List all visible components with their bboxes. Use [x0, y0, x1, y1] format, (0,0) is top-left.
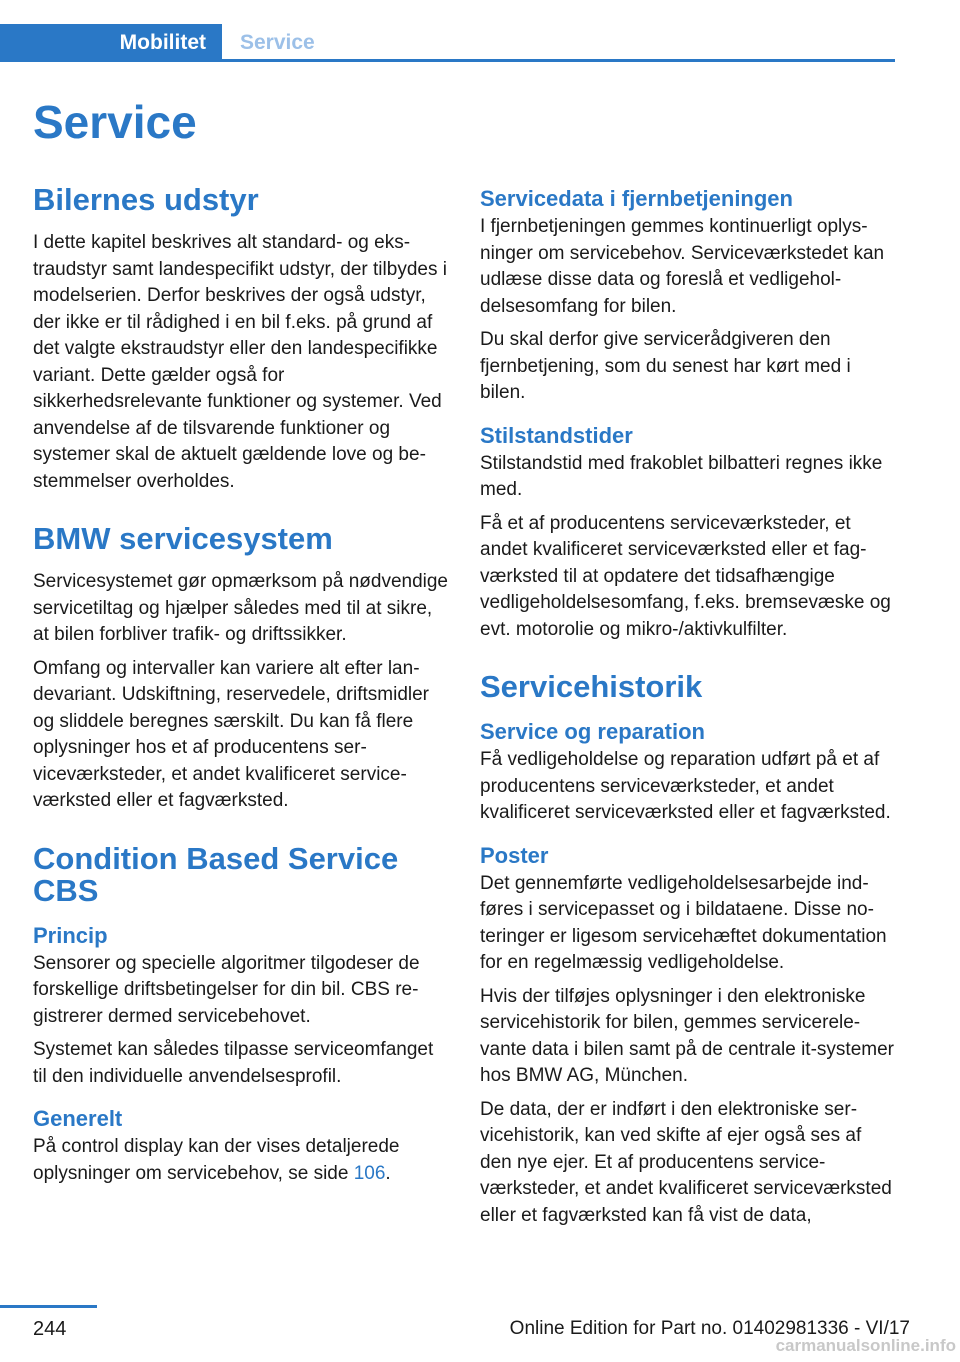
heading-bmw-servicesystem: BMW servicesystem	[33, 521, 333, 556]
page-number: 244	[33, 1318, 67, 1340]
heading-service-og-reparation: Service og reparation	[480, 719, 705, 744]
page-title: Service	[33, 96, 197, 148]
heading-stilstandstider: Stilstandstider	[480, 422, 633, 448]
paragraph-servicedata-1: I fjernbetjeningen gemmes kontinuerligt oplysninger om servicebehov. Serviceværkstedet kan udlæse disse data og foreslå et vedligeholdelsesomfang for bilen.	[480, 216, 885, 317]
paragraph-princip-1: Sensorer og specielle algoritmer tilgodeser de forskellige driftsbetingelser for din bil. CBS registrerer dermed servicebehovet.	[33, 952, 420, 1027]
paragraph-bilernes-udstyr: I dette kapitel beskrives alt standard- og ekstraudstyr samt landespecifikt udstyr, der tilbydes i modelserien. Derfor beskrives der også udstyr, der ikke er til rådighed i en bil f.eks. på grund af det valgte ekstraudstyr eller den landespecifikke variant. Dette gælder også for sikkerhedsrelevante funktioner og systemer. Ved anvendelse af de tilsvarende funktioner og systemer skal de aktuelt gældende love og bestemmelser overholdes.	[33, 232, 447, 492]
paragraph-poster-1: Det gennemførte vedligeholdelsesarbejde indføres i servicepasset og i bildataene. Disse noteringer er ligesom servicehæftet dokumentation for en regelmæssig vedligeholdelse.	[480, 872, 887, 973]
footer-divider	[0, 1305, 97, 1308]
generelt-text: På control display kan der vises detaljerede oplysninger om servicebehov, se side	[33, 1136, 400, 1184]
paragraph-stilstandstider-1: Stilstandstid med frakoblet bilbatteri regnes ikke med.	[480, 452, 883, 500]
heading-poster: Poster	[480, 842, 549, 868]
paragraph-princip-2: Systemet kan således tilpasse serviceomfanget til den individuelle anvendelsesprofil.	[33, 1039, 434, 1087]
heading-servicehistorik: Servicehistorik	[480, 669, 703, 704]
heading-bilernes-udstyr: Bilernes udstyr	[33, 182, 259, 217]
paragraph-servicesystem-1: Servicesystemet gør opmærksom på nødvendige servicetiltag og hjælper således med til at sikre, at bilen forbliver trafik- og driftssikker.	[33, 571, 448, 645]
tab-mobilitet[interactable]: Mobilitet	[0, 24, 222, 62]
right-column	[480, 184, 898, 1236]
chapter-tabbar	[0, 24, 895, 62]
paragraph-servicesystem-2: Omfang og intervaller kan variere alt efter landevariant. Udskiftning, reservedele, driftsmidler og sliddele beregnes særskilt. Du kan få flere oplysninger hos et af producentens serviceværksteder, et andet kvalificeret serviceværksted eller et fagværksted.	[33, 657, 430, 811]
paragraph-poster-3: De data, der er indført i den elektroniske servicehistorik, kan ved skifte af ejer også ses af den nye ejer. Et af producentens serviceværksteder, et andet kvalificeret serviceværksted eller et fagværksted kan få vist de data,	[480, 1098, 892, 1226]
generelt-end: .	[385, 1162, 391, 1184]
paragraph-service-og-reparation: Få vedligeholdelse og reparation udført på et af producentens serviceværksteder, et andet kvalificeret serviceværksted eller et fagværksted.	[480, 749, 891, 823]
paragraph-generelt	[33, 1134, 448, 1187]
paragraph-stilstandstider-2: Få et af producentens serviceværksteder, et andet kvalificeret serviceværksted eller et fagværksted til at opdatere det tidsafhængige vedligeholdelsesomfang, f.eks. bremsevæske og evt. motorolie og mikro-/aktivkulfilter.	[480, 512, 891, 640]
edition-note: Online Edition for Part no. 01402981336 - VI/17	[509, 1318, 910, 1339]
heading-princip: Princip	[33, 922, 108, 948]
heading-servicedata: Servicedata i fjernbetjeningen	[480, 186, 793, 211]
tab-service[interactable]: Service	[240, 31, 315, 54]
page-reference-link[interactable]: 106	[353, 1162, 386, 1184]
tabbar-divider	[0, 59, 895, 62]
left-column	[33, 184, 448, 1194]
paragraph-servicedata-2: Du skal derfor give servicerådgiveren den fjernbetjening, som du senest har kørt med i bilen.	[480, 329, 851, 403]
watermark: carmanualsonline.info	[775, 1336, 956, 1355]
heading-generelt: Generelt	[33, 1106, 123, 1131]
heading-cbs: Condition Based Service CBS	[33, 840, 399, 908]
paragraph-poster-2: Hvis der tilføjes oplysninger i den elektroniske servicehistorik for bilen, gemmes servicerelevante data i bilen samt på de centrale it-systemer hos BMW AG, München.	[480, 985, 894, 1086]
